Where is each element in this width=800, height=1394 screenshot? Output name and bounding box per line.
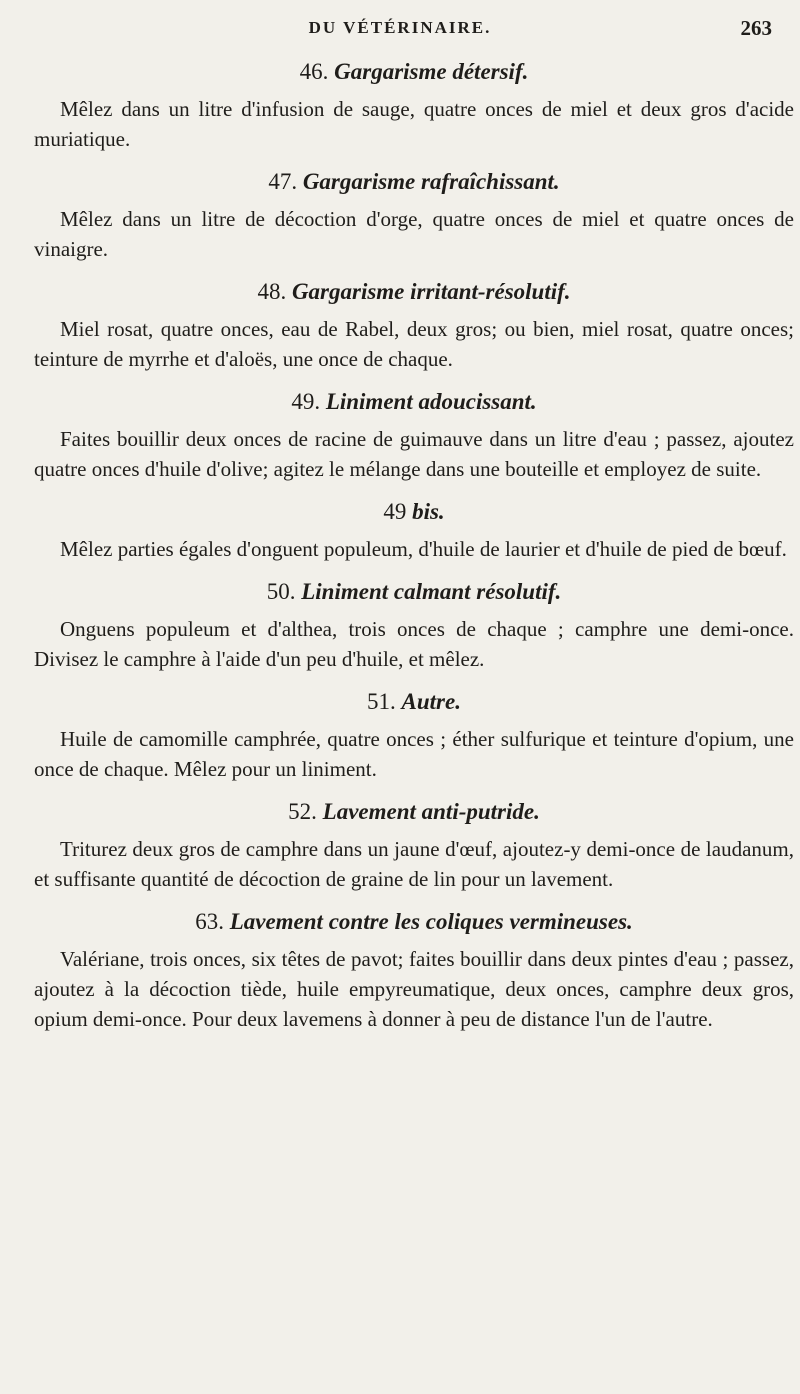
entry-title: Gargarisme irritant-résolutif. (291, 279, 571, 304)
recipe-50 (34, 576, 794, 674)
entry-heading (34, 796, 794, 828)
recipe-46 (34, 56, 794, 154)
recipe-49-bis (34, 496, 794, 564)
entry-number: 63. (195, 909, 224, 934)
entry-text: Valériane, trois onces, six têtes de pavot; faites bouillir dans deux pintes d'eau ; passez, ajoutez à la décoction tiède, huile empyreumatique, deux onces, camphre deux gros, opium demi-once. Pour deux lavemens à donner à peu de distance l'un de l'autre. (34, 947, 794, 1031)
entry-text: Mêlez parties égales d'onguent populeum, d'huile de laurier et d'huile de pied de bœuf. (60, 537, 787, 561)
entry-text: Huile de camomille camphrée, quatre onces ; éther sulfurique et teinture d'opium, une once de chaque. Mêlez pour un liniment. (34, 727, 794, 781)
recipe-49 (34, 386, 794, 484)
entry-number: 49. (291, 389, 321, 414)
entry-text: Miel rosat, quatre onces, eau de Rabel, deux gros; ou bien, miel rosat, quatre onces; teinture de myrrhe et d'aloës, une once de chaque. (34, 317, 794, 371)
entry-text: Onguens populeum et d'althea, trois onces de chaque ; camphre une demi-once. Divisez le camphre à l'aide d'un peu d'huile, et mêlez. (34, 617, 794, 671)
recipe-52 (34, 796, 794, 894)
entry-heading (34, 906, 794, 938)
entry-text: Mêlez dans un litre de décoction d'orge, quatre onces de miel et quatre onces de vinaigre. (34, 207, 794, 261)
entry-heading (34, 576, 794, 608)
entry-text: Triturez deux gros de camphre dans un jaune d'œuf, ajoutez-y demi-once de laudanum, et suffisante quantité de décoction de graine de lin pour un lavement. (34, 837, 794, 891)
entry-number: 50. (266, 579, 296, 604)
page-number: 263 (740, 16, 772, 40)
entry-heading (34, 166, 794, 198)
entry-number: 46. (299, 59, 329, 84)
entry-number: 47. (268, 169, 298, 194)
recipe-47 (34, 166, 794, 264)
entry-heading (34, 686, 794, 718)
entry-heading (34, 386, 794, 418)
entry-title: Autre. (401, 689, 461, 714)
entry-title: Lavement contre les coliques vermineuses. (229, 909, 633, 934)
entry-heading (34, 496, 794, 528)
recipe-48 (34, 276, 794, 374)
entry-number: 51. (367, 689, 396, 714)
recipe-63 (34, 906, 794, 1034)
entry-heading (34, 276, 794, 308)
entry-title: bis. (412, 499, 445, 524)
entry-title: Gargarisme rafraîchissant. (302, 169, 560, 194)
entry-title: Lavement anti-putride. (322, 799, 540, 824)
entry-text: Mêlez dans un litre d'infusion de sauge, quatre onces de miel et deux gros d'acide muriatique. (34, 97, 794, 151)
page-content (0, 56, 800, 1046)
entry-title: Liniment adoucissant. (325, 389, 537, 414)
entry-number: 52. (288, 799, 317, 824)
entry-text: Faites bouillir deux onces de racine de guimauve dans un litre d'eau ; passez, ajoutez quatre onces d'huile d'olive; agitez le mélange dans une bouteille et employez de suite. (34, 427, 794, 481)
entry-heading (34, 56, 794, 88)
entry-number: 49 (383, 499, 407, 524)
entry-title: Liniment calmant résolutif. (301, 579, 562, 604)
entry-number: 48. (257, 279, 287, 304)
running-title: DU VÉTÉRINAIRE. (308, 18, 492, 37)
recipe-51 (34, 686, 794, 784)
entry-title: Gargarisme détersif. (334, 59, 529, 84)
running-head (0, 16, 800, 46)
